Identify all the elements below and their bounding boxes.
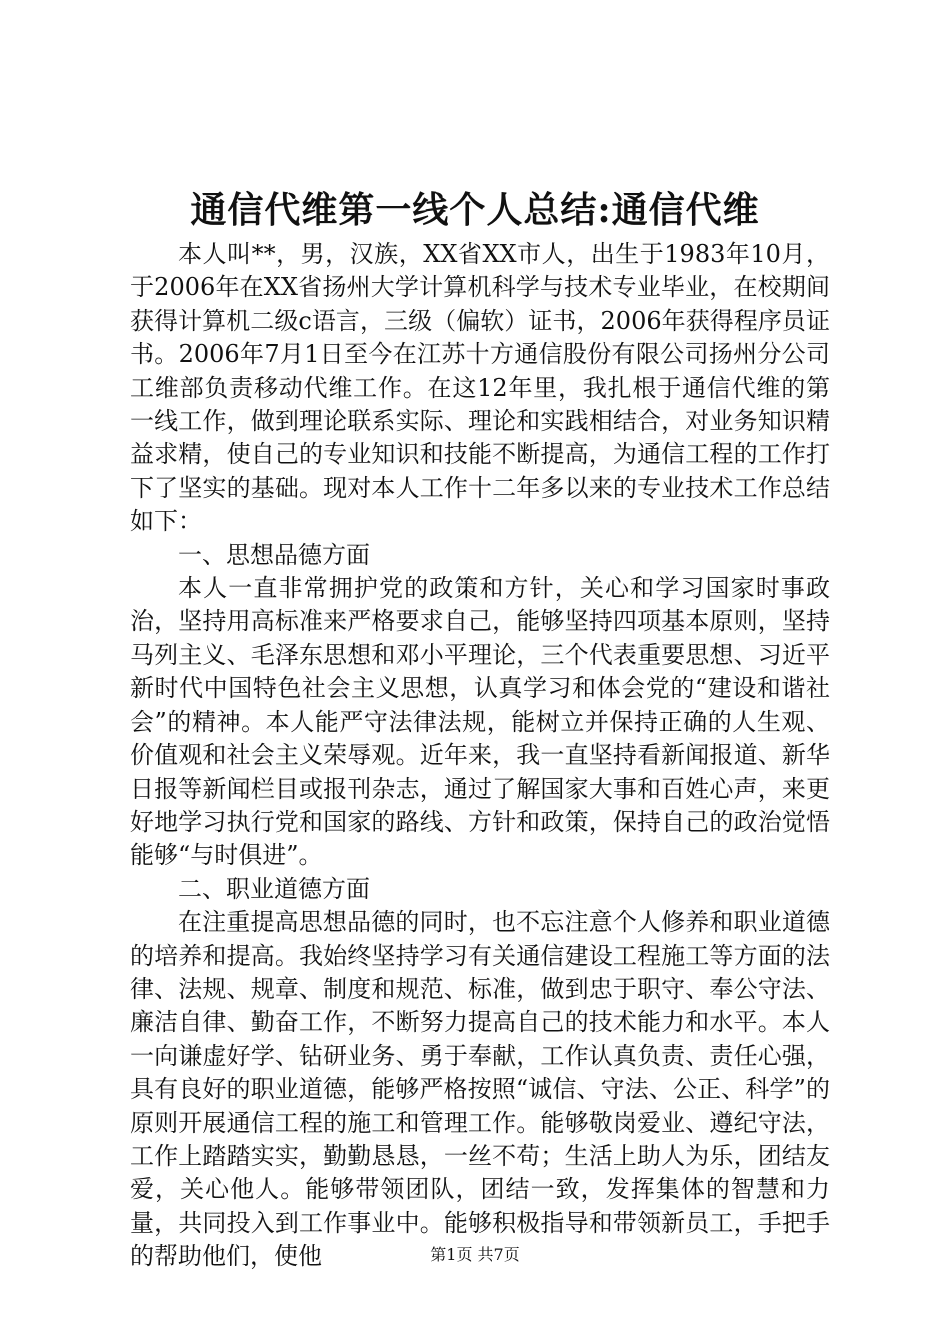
section-heading-ideology: 一、思想品德方面: [178, 540, 370, 569]
document-body: [130, 238, 830, 1274]
intro-paragraph: 本人叫**，男，汉族，XX省XX市人，出生于1983年10月，于2006年在XX省扬州大学计算机科学与技术专业毕业，在校期间获得计算机二级c语言，三级（偏软）证书，2006年获得程序员证书。2006年7月1日至今在江苏十方通信股份有限公司扬州分公司工维部负责移动代维工作。在这12年里，我扎根于通信代维的第一线工作，做到理论联系实际、理论和实践相结合，对业务知识精益求精，使自己的专业知识和技能不断提高，为通信工程的工作打下了坚实的基础。现对本人工作十二年多以来的专业技术工作总结如下：: [130, 240, 830, 536]
page-number-footer: 第1页 共7页: [430, 1245, 520, 1264]
ethics-paragraph: 在注重提高思想品德的同时，也不忘注意个人修养和职业道德的培养和提高。我始终坚持学习有关通信建设工程施工等方面的法律、法规、规章、制度和规范、标准，做到忠于职守、奉公守法、廉洁自律、勤奋工作，不断努力提高自己的技术能力和水平。本人一向谦虚好学、钻研业务、勇于奉献，工作认真负责、责任心强，具有良好的职业道德，能够严格按照“诚信、守法、公正、科学”的原则开展通信工程的施工和管理工作。能够敬岗爱业、遵纪守法，工作上踏踏实实，勤勤恳恳，一丝不苟；生活上助人为乐，团结友爱，关心他人。能够带领团队，团结一致，发挥集体的智慧和力量，共同投入到工作事业中。能够积极指导和带领新员工，手把手的帮助他们，使他: [130, 908, 830, 1271]
document-title: 通信代维第一线个人总结:通信代维: [190, 189, 760, 231]
ideology-paragraph: 本人一直非常拥护党的政策和方针，关心和学习国家时事政治，坚持用高标准来严格要求自己，能够坚持四项基本原则，坚持马列主义、毛泽东思想和邓小平理论，三个代表重要思想、习近平新时代中国特色社会主义思想，认真学习和体会党的“建设和谐社会”的精神。本人能严守法律法规，能树立并保持正确的人生观、价值观和社会主义荣辱观。近年来，我一直坚持看新闻报道、新华日报等新闻栏目或报刊杂志，通过了解国家大事和百姓心声，来更好地学习执行党和国家的路线、方针和政策，保持自己的政治觉悟能够“与时俱进”。: [130, 574, 830, 870]
section-heading-ethics: 二、职业道德方面: [178, 874, 370, 903]
